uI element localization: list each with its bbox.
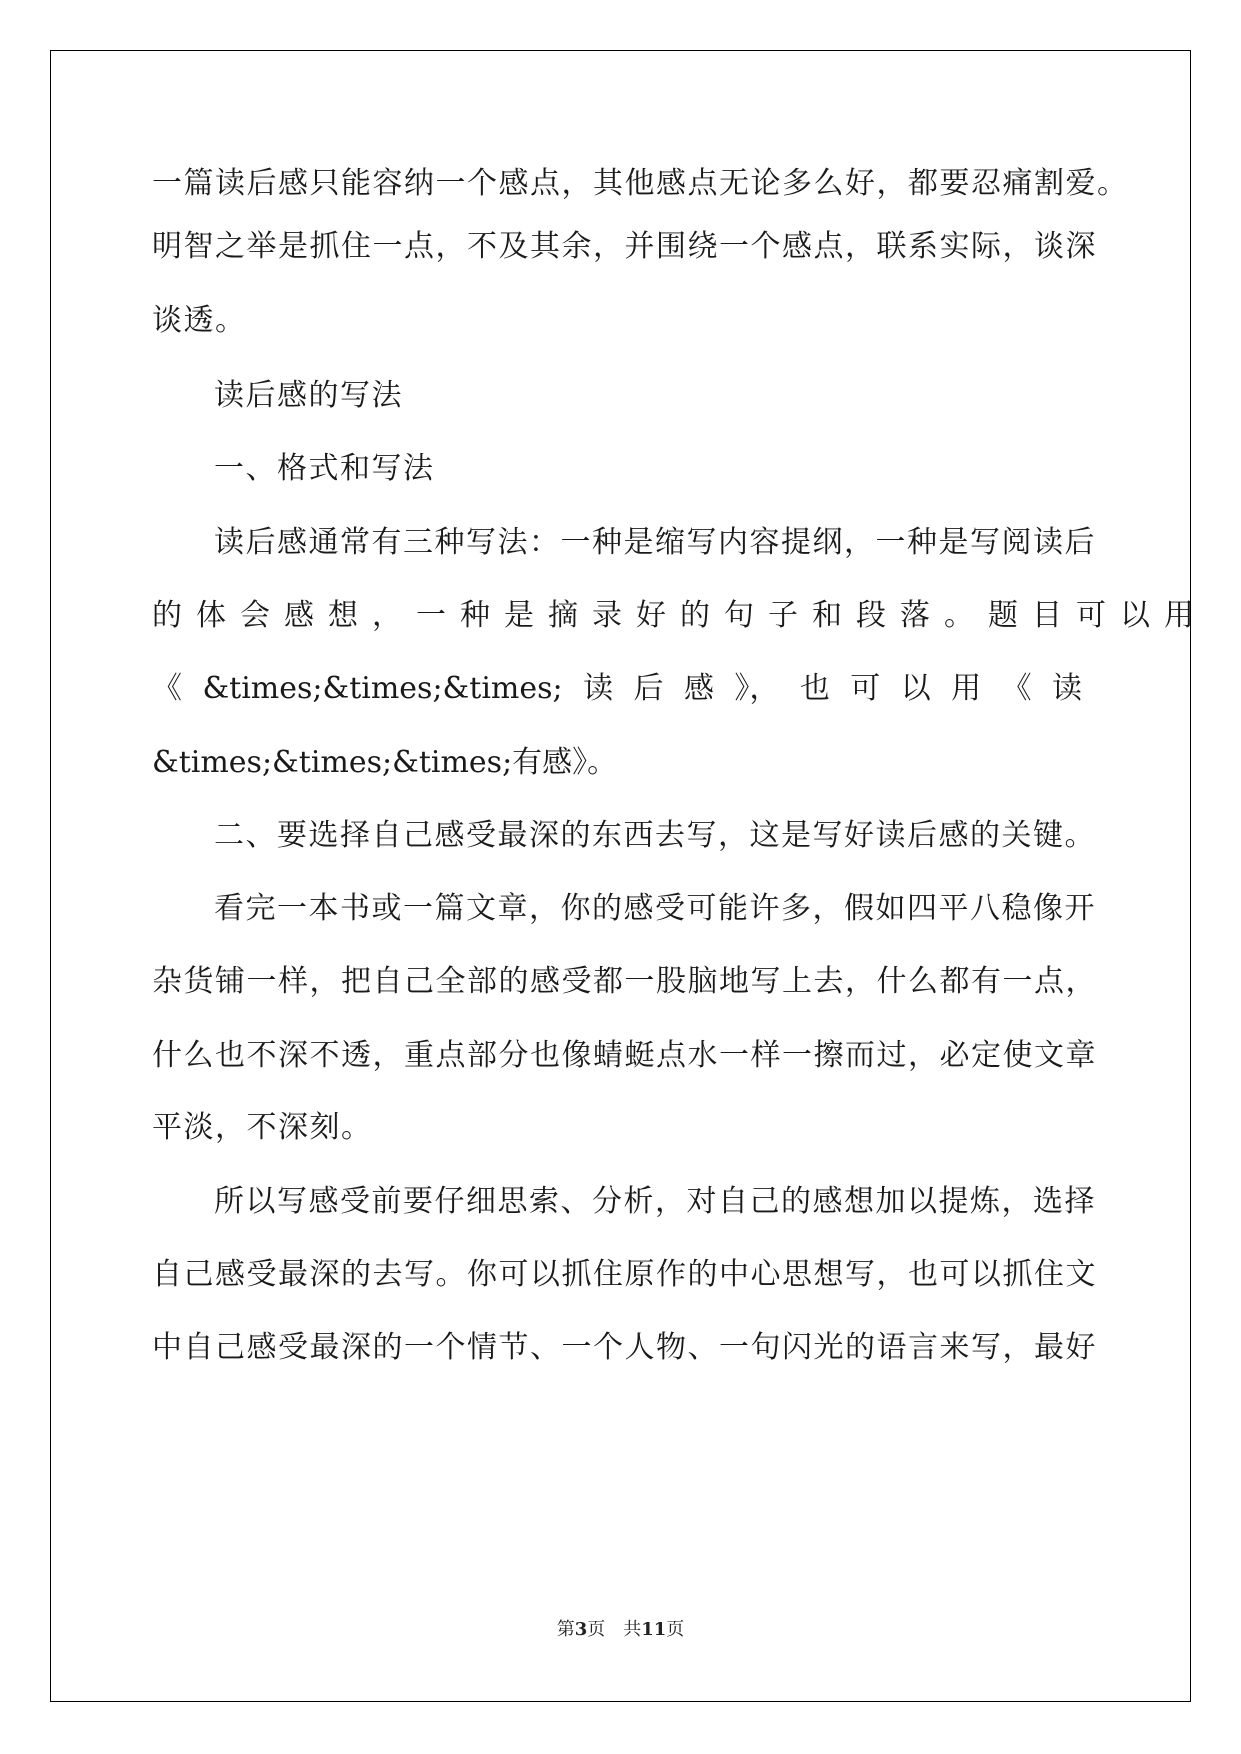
subheading: 二、要选择自己感受最深的东西去写，这是写好读后感的关键。 bbox=[214, 818, 1096, 853]
text-line: 读后感通常有三种写法：一种是缩写内容提纲，一种是写阅读后 bbox=[214, 525, 1096, 560]
page-border bbox=[50, 50, 1208, 1702]
text-token: 可 bbox=[850, 671, 881, 706]
footer-mid: 页 共 bbox=[587, 1619, 642, 1640]
text-line: 什么也不深不透，重点部分也像蜻蜓点水一样一擦而过，必定使文章 bbox=[152, 1038, 1097, 1073]
text-line: &times;&times;&times;有感》。 bbox=[152, 745, 618, 780]
page-footer bbox=[0, 1615, 1241, 1641]
text-token: 用 bbox=[951, 671, 982, 706]
text-token: 后 bbox=[633, 671, 664, 706]
footer-suffix: 页 bbox=[666, 1619, 685, 1640]
justified-line bbox=[152, 669, 1082, 709]
text-line: 平淡，不深刻。 bbox=[152, 1110, 373, 1145]
text-line: 自己感受最深的去写。你可以抓住原作的中心思想写，也可以抓住文 bbox=[152, 1257, 1097, 1292]
text-line: 杂货铺一样，把自己全部的感受都一股脑地写上去，什么都有一点， bbox=[152, 964, 1097, 999]
text-token: 读 bbox=[583, 671, 614, 706]
text-token: 也 bbox=[799, 671, 830, 706]
text-line: 的体会感想，一种是摘录好的句子和段落。题目可以用 bbox=[152, 598, 1208, 633]
text-token: 感 bbox=[683, 671, 714, 706]
text-line: 一篇读后感只能容纳一个感点，其他感点无论多么好，都要忍痛割爱。 bbox=[152, 166, 1129, 201]
page-total: 11 bbox=[641, 1619, 667, 1640]
text-token: 》， bbox=[734, 671, 780, 706]
text-line: 看完一本书或一篇文章，你的感受可能许多，假如四平八稳像开 bbox=[214, 891, 1096, 926]
subheading: 一、格式和写法 bbox=[214, 451, 435, 486]
text-line: 所以写感受前要仔细思索、分析，对自己的感想加以提炼，选择 bbox=[214, 1184, 1096, 1219]
text-token: 《 bbox=[152, 671, 182, 706]
text-line: 明智之举是抓住一点，不及其余，并围绕一个感点，联系实际，谈深 bbox=[152, 229, 1097, 264]
footer-prefix: 第 bbox=[556, 1619, 575, 1640]
text-token: 《 bbox=[1001, 671, 1032, 706]
text-line: 谈透。 bbox=[152, 303, 247, 338]
text-token: 以 bbox=[900, 671, 931, 706]
section-heading: 读后感的写法 bbox=[214, 378, 403, 413]
page-number: 3 bbox=[574, 1619, 588, 1640]
text-token: 读 bbox=[1052, 671, 1082, 706]
text-line: 中自己感受最深的一个情节、一个人物、一句闪光的语言来写，最好 bbox=[152, 1330, 1097, 1365]
text-token: &times;&times;&times; bbox=[202, 671, 563, 706]
